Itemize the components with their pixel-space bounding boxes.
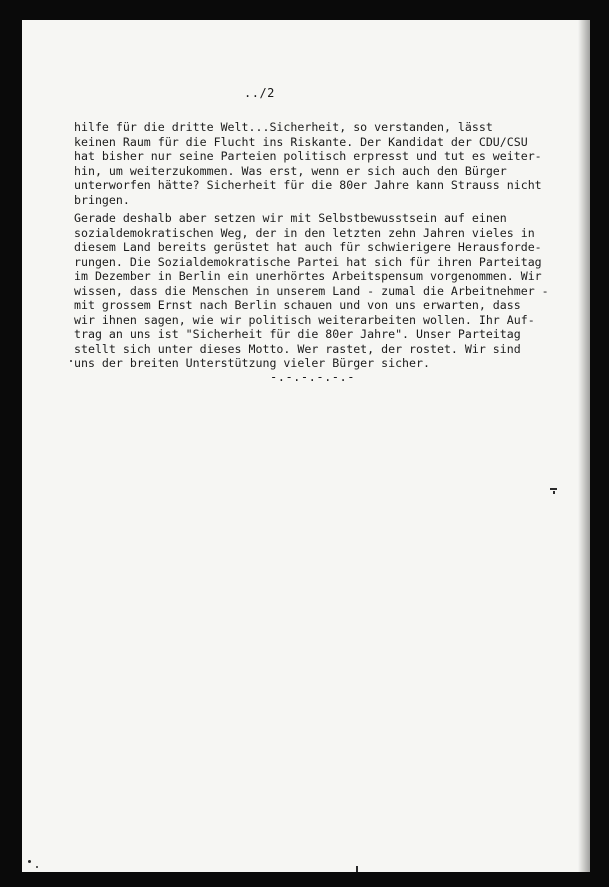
text-line: diesem Land bereits gerüstet hat auch für schwierigere Herausforde- [74, 240, 542, 254]
scan-edge-shadow [578, 20, 590, 872]
scan-speck [70, 360, 72, 362]
text-line: hin, um weiterzukommen. Was erst, wenn er sich auch den Bürger [74, 163, 507, 178]
text-line: mit grossem Ernst nach Berlin schauen und von uns erwarten, dass [74, 298, 521, 312]
text-line: wir ihnen sagen, wie wir politisch weiterarbeiten wollen. Ihr Auf- [74, 312, 535, 327]
page-reference: ../2 [244, 86, 275, 100]
paragraph-1 [74, 120, 574, 207]
scan-mark [356, 866, 358, 872]
scan-speck [28, 860, 31, 863]
text-line: hat bisher nur seine Parteien politisch erpresst und tut es weiter- [74, 149, 542, 163]
text-line: unterworfen hätte? Sicherheit für die 80er Jahre kann Strauss nicht [74, 178, 542, 192]
scan-mark [553, 491, 555, 494]
text-line: uns der breiten Unterstützung vieler Bürger sicher. [74, 356, 430, 370]
text-line: Gerade deshalb aber setzen wir mit Selbstbewusstsein auf einen [74, 211, 507, 225]
text-line: hilfe für die dritte Welt...Sicherheit, so verstanden, lässt [74, 120, 493, 134]
text-line: sozialdemokratischen Weg, der in den letzten zehn Jahren vieles in [74, 225, 535, 240]
scan-mark [550, 488, 557, 490]
text-line: wissen, dass die Menschen in unserem Land - zumal die Arbeitnehmer - [74, 283, 549, 298]
text-line: keinen Raum für die Flucht ins Riskante. Der Kandidat der CDU/CSU [74, 134, 528, 149]
scan-speck [36, 866, 38, 868]
text-line: trag an uns ist "Sicherheit für die 80er Jahre". Unser Parteitag [74, 327, 521, 341]
paragraph-2 [74, 211, 574, 371]
text-line: stellt sich unter dieses Motto. Wer rastet, der rostet. Wir sind [74, 341, 521, 356]
document-page [22, 20, 590, 872]
text-line: rungen. Die Sozialdemokratische Partei hat sich für ihren Parteitag [74, 254, 542, 269]
text-line: im Dezember in Berlin ein unerhörtes Arbeitspensum vorgenommen. Wir [74, 269, 542, 283]
end-separator: -.-.-.-.-.- [270, 370, 355, 384]
text-line: bringen. [74, 192, 130, 207]
